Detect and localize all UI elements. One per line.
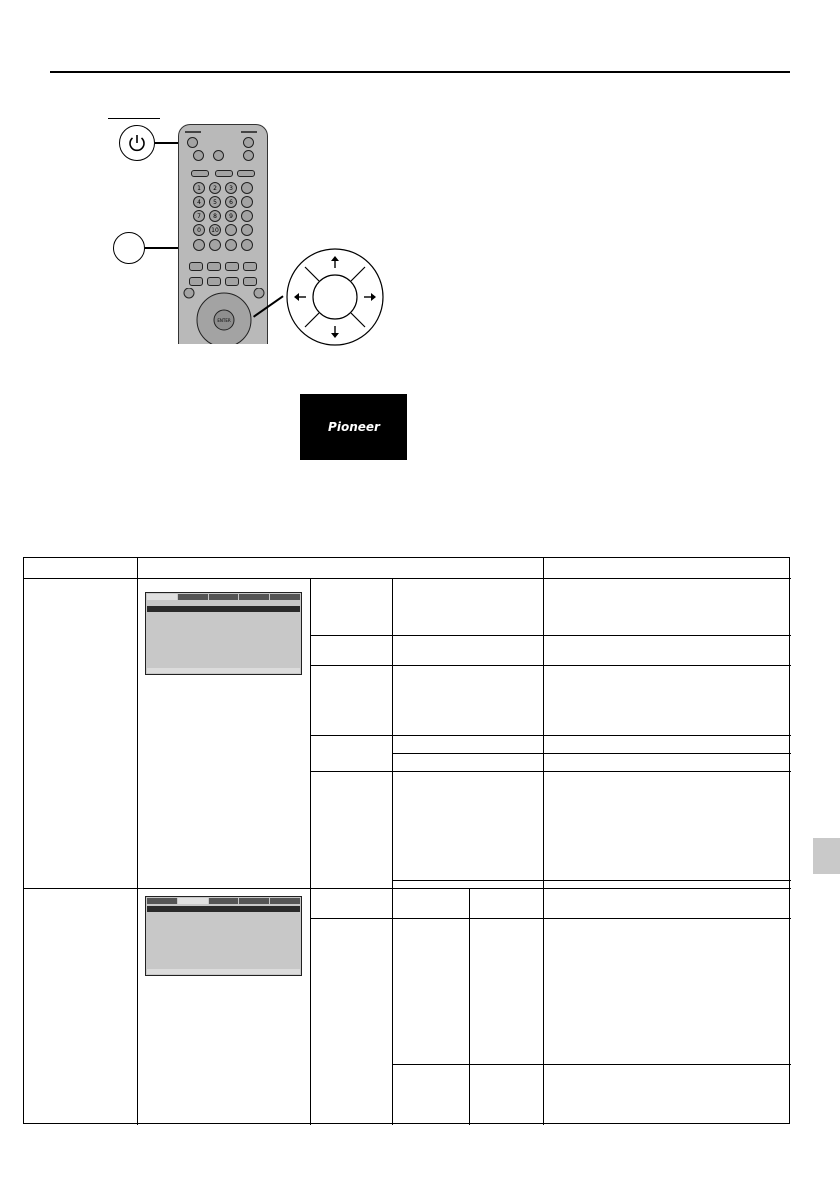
menu-tab bbox=[147, 898, 177, 904]
pioneer-logo bbox=[300, 394, 407, 460]
key-3: 3 bbox=[229, 185, 233, 192]
settings-table bbox=[23, 557, 790, 1124]
key-2: 2 bbox=[213, 185, 217, 192]
power-icon bbox=[119, 125, 155, 161]
remote-label bbox=[241, 131, 257, 133]
menu-footer bbox=[147, 969, 300, 974]
remote-button bbox=[207, 262, 221, 271]
table-header-rule bbox=[24, 578, 791, 579]
remote-button bbox=[189, 262, 203, 271]
table-divider bbox=[137, 558, 138, 1125]
menu-tab bbox=[178, 594, 208, 600]
table-row-rule bbox=[310, 771, 791, 772]
key-1: 1 bbox=[197, 185, 201, 192]
remote-button bbox=[213, 150, 224, 161]
header-rule bbox=[50, 71, 790, 73]
menu-tab bbox=[239, 594, 269, 600]
menu-tab bbox=[209, 898, 239, 904]
key-6: 6 bbox=[229, 199, 233, 206]
setup-callout bbox=[113, 232, 145, 264]
key-10: 10 bbox=[211, 227, 219, 234]
table-divider bbox=[392, 578, 393, 1125]
key-8: 8 bbox=[213, 213, 217, 220]
remote-button bbox=[243, 277, 257, 286]
power-callout bbox=[119, 125, 155, 161]
table-section-rule bbox=[24, 888, 791, 889]
menu-tab bbox=[147, 594, 177, 600]
menu-highlight-bar bbox=[147, 606, 300, 612]
power-label-rule bbox=[108, 118, 160, 119]
table-row-rule bbox=[310, 635, 791, 636]
table-row-rule bbox=[310, 735, 791, 736]
key-0: 0 bbox=[197, 227, 201, 234]
remote-control bbox=[178, 124, 268, 344]
menu-footer bbox=[147, 668, 300, 673]
key-9: 9 bbox=[229, 213, 233, 220]
menu-tab bbox=[270, 898, 300, 904]
menu-tab bbox=[239, 898, 269, 904]
remote-keypad bbox=[179, 180, 268, 260]
key-5: 5 bbox=[213, 199, 217, 206]
remote-label bbox=[185, 131, 201, 133]
menu-tab bbox=[270, 594, 300, 600]
table-divider bbox=[469, 888, 470, 1125]
table-row-rule bbox=[310, 665, 791, 666]
section-index-tab bbox=[813, 838, 840, 874]
logo-text: Pioneer bbox=[327, 420, 380, 434]
remote-button bbox=[225, 262, 239, 271]
remote-button bbox=[189, 277, 203, 286]
remote-button bbox=[243, 262, 257, 271]
menu-screen-thumbnail bbox=[145, 592, 302, 675]
table-row-rule bbox=[310, 918, 791, 919]
menu-screen-thumbnail bbox=[145, 896, 302, 976]
table-divider bbox=[543, 558, 544, 1125]
menu-highlight-bar bbox=[147, 906, 300, 912]
remote-button bbox=[207, 277, 221, 286]
remote-power-button bbox=[187, 137, 198, 148]
remote-button bbox=[215, 170, 233, 177]
remote-button bbox=[191, 170, 209, 177]
table-divider bbox=[310, 578, 311, 1125]
menu-tab bbox=[178, 898, 208, 904]
remote-button bbox=[243, 150, 254, 161]
remote-button bbox=[225, 277, 239, 286]
key-4: 4 bbox=[197, 199, 201, 206]
remote-button bbox=[237, 170, 255, 177]
table-row-rule bbox=[392, 753, 791, 754]
remote-button bbox=[193, 150, 204, 161]
remote-enter-label: ENTER bbox=[217, 318, 231, 323]
remote-open-close-button bbox=[243, 137, 254, 148]
table-row-rule bbox=[392, 880, 791, 881]
key-7: 7 bbox=[197, 213, 201, 220]
direction-pad bbox=[285, 247, 385, 347]
menu-tab bbox=[209, 594, 239, 600]
table-row-rule bbox=[392, 1064, 791, 1065]
